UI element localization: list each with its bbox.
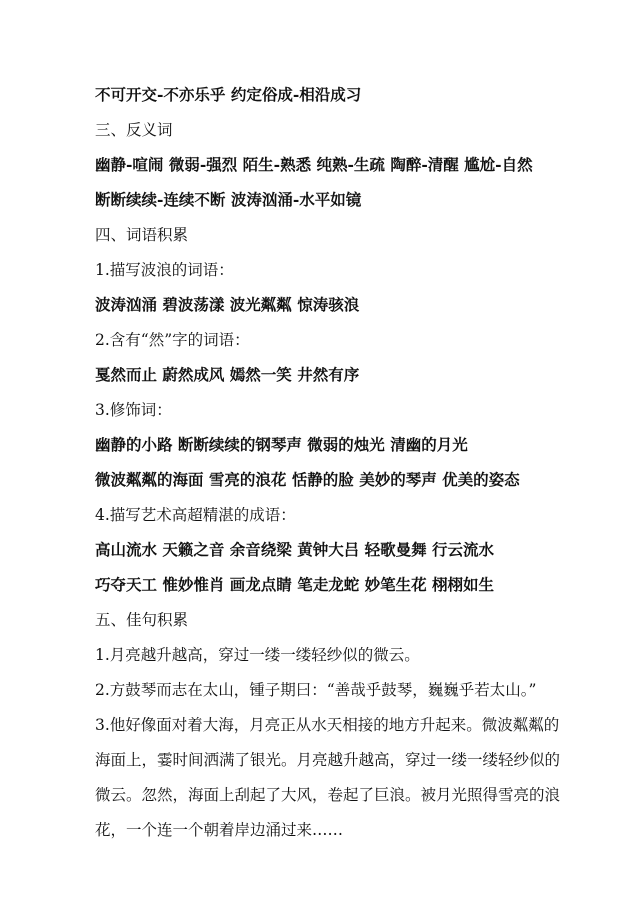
sentence-3-line-4: 花，一个连一个朝着岸边涌过来…… [95,821,344,839]
modifiers-line-2: 微波粼粼的海面 雪亮的浪花 恬静的脸 美妙的琴声 优美的姿态 [95,470,520,489]
subheading-art-idioms: 4.描写艺术高超精湛的成语： [95,506,296,524]
modifiers-line-1: 幽静的小路 断断续续的钢琴声 微弱的烛光 清幽的月光 [95,435,468,454]
subheading-wave-words: 1.描写波浪的词语： [95,261,234,279]
subheading-modifiers: 3.修饰词： [95,401,172,419]
sentence-3-line-2: 海面上，霎时间洒满了银光。月亮越升越高，穿过一缕一缕轻纱似的 [95,751,561,769]
subheading-ran-words: 2.含有“然”字的词语： [95,331,250,349]
section-heading-vocabulary: 四、词语积累 [95,226,189,244]
document-page [95,82,595,852]
art-idioms-line-2: 巧夺天工 惟妙惟肖 画龙点睛 笔走龙蛇 妙笔生花 栩栩如生 [95,575,494,594]
sentence-3-line-3: 微云。忽然，海面上刮起了大风，卷起了巨浪。被月光照得雪亮的浪 [95,786,561,804]
section-heading-sentences: 五、佳句积累 [95,611,189,629]
section-heading-antonyms: 三、反义词 [95,121,173,139]
ran-words-line: 戛然而止 蔚然成风 嫣然一笑 井然有序 [95,365,360,384]
art-idioms-line-1: 高山流水 天籁之音 余音绕梁 黄钟大吕 轻歌曼舞 行云流水 [95,540,494,559]
antonym-pairs-line-2: 断断续续-连续不断 波涛汹涌-水平如镜 [95,190,362,209]
synonym-pairs-line: 不可开交-不亦乐乎 约定俗成-相沿成习 [95,85,362,104]
sentence-3-line-1: 3.他好像面对着大海，月亮正从水天相接的地方升起来。微波粼粼的 [95,716,560,734]
sentence-2: 2.方鼓琴而志在太山，锺子期曰：“善哉乎鼓琴，巍巍乎若太山。” [95,681,537,699]
wave-words-line: 波涛汹涌 碧波荡漾 波光粼粼 惊涛骇浪 [95,295,360,314]
sentence-1: 1.月亮越升越高，穿过一缕一缕轻纱似的微云。 [95,646,420,664]
antonym-pairs-line-1: 幽静-喧闹 微弱-强烈 陌生-熟悉 纯熟-生疏 陶醉-清醒 尴尬-自然 [95,155,533,174]
